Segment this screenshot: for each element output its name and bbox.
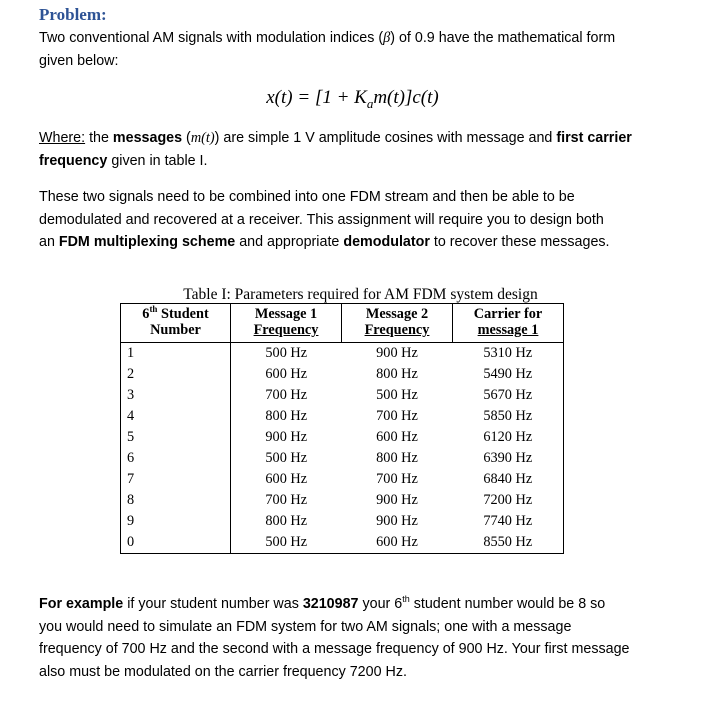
example-line-3: frequency of 700 Hz and the second with a message frequency of 900 Hz. Your first message xyxy=(39,641,630,657)
cell-msg2: 900 Hz xyxy=(376,492,418,508)
cell-carrier: 6120 Hz xyxy=(453,427,564,448)
where-bold-carrier: first carrier xyxy=(556,130,632,146)
cell-carrier: 7740 Hz xyxy=(453,511,564,532)
cell-student: 5 xyxy=(121,427,231,448)
intro-paragraph xyxy=(39,27,615,72)
cell-carrier: 6840 Hz xyxy=(453,469,564,490)
cell-msg1: 700 Hz xyxy=(265,492,308,508)
cell-msg2: 700 Hz xyxy=(376,471,418,487)
cell-carrier: 5850 Hz xyxy=(453,406,564,427)
table-row xyxy=(121,448,564,469)
header-message-2-line2: Frequency xyxy=(364,322,430,338)
cell-msg2: 600 Hz xyxy=(342,532,453,554)
where-paragraph xyxy=(39,127,632,172)
cell-msg2: 500 Hz xyxy=(376,387,418,403)
fdm-line-2: demodulated and recovered at a receiver. This assignment will require you to design both xyxy=(39,211,604,228)
cell-msg2: 800 Hz xyxy=(376,366,418,382)
where-mt: m(t) xyxy=(190,130,215,146)
fdm-line-3e: to recover these messages. xyxy=(429,234,610,250)
equation-part-2: m(t)]c(t) xyxy=(373,87,439,108)
table-row xyxy=(121,469,564,490)
cell-carrier: 5490 Hz xyxy=(453,364,564,385)
table-header-row xyxy=(121,304,564,343)
where-bold-messages: messages xyxy=(112,130,183,146)
cell-student: 0 xyxy=(121,532,231,554)
where-text-3: ) are simple 1 V amplitude cosines with message and xyxy=(214,130,557,146)
cell-msg1: 500 Hz xyxy=(265,450,308,466)
intro-text-3: given below: xyxy=(39,52,119,69)
example-text-3: student number would be 8 so xyxy=(409,596,606,612)
cell-msg2: 700 Hz xyxy=(376,408,418,424)
cell-msg1: 500 Hz xyxy=(231,532,342,554)
cell-msg1: 500 Hz xyxy=(231,343,342,365)
example-line-4: also must be modulated on the carrier frequency 7200 Hz. xyxy=(39,663,407,680)
intro-text-1: Two conventional AM signals with modulation indices ( xyxy=(39,30,384,46)
cell-student: 3 xyxy=(121,385,231,406)
where-text-2: ( xyxy=(182,130,191,146)
cell-carrier: 7200 Hz xyxy=(453,490,564,511)
fdm-paragraph xyxy=(39,186,610,254)
table-row xyxy=(121,490,564,511)
table-row xyxy=(121,511,564,532)
header-message-1-line1: Message 1 xyxy=(254,306,318,322)
cell-student: 2 xyxy=(121,364,231,385)
parameters-table xyxy=(120,303,564,554)
table-row xyxy=(121,385,564,406)
header-6: 6 xyxy=(142,306,150,322)
cell-carrier: 6390 Hz xyxy=(453,448,564,469)
equation-part-1: x(t) = [1 + K xyxy=(266,87,367,108)
example-sup: th xyxy=(402,594,410,605)
fdm-bold-scheme: FDM multiplexing scheme xyxy=(58,234,236,250)
table-caption: Table I: Parameters required for AM FDM system design xyxy=(183,286,538,303)
cell-msg1: 900 Hz xyxy=(265,429,308,445)
header-number: Number xyxy=(150,322,201,338)
cell-carrier: 5310 Hz xyxy=(453,343,564,365)
header-message-2 xyxy=(342,304,453,343)
example-line-2: you would need to simulate an FDM system for two AM signals; one with a message xyxy=(39,618,572,635)
cell-msg2: 800 Hz xyxy=(376,450,418,466)
table-row xyxy=(121,406,564,427)
table-row xyxy=(121,343,564,365)
cell-msg1: 800 Hz xyxy=(265,513,308,529)
am-equation xyxy=(0,86,705,112)
header-message-2-line1: Message 2 xyxy=(365,306,429,322)
table-row xyxy=(121,427,564,448)
where-text-4: given in table I. xyxy=(107,152,208,169)
header-carrier xyxy=(453,304,564,343)
example-paragraph xyxy=(39,593,630,683)
example-bold-label: For example xyxy=(39,596,124,612)
header-student: Student xyxy=(157,306,209,322)
header-message-1-line2: Frequency xyxy=(253,322,319,338)
cell-student: 6 xyxy=(121,448,231,469)
fdm-line-1: These two signals need to be combined into one FDM stream and then be able to be xyxy=(39,189,575,205)
cell-msg1: 700 Hz xyxy=(265,387,308,403)
where-bold-frequency: frequency xyxy=(39,152,108,169)
header-carrier-line2: message 1 xyxy=(477,322,539,338)
cell-student: 7 xyxy=(121,469,231,490)
where-label: Where: xyxy=(39,130,86,146)
cell-msg2: 900 Hz xyxy=(376,513,418,529)
header-message-1 xyxy=(231,304,342,343)
example-text-1: if your student number was xyxy=(123,596,303,612)
cell-student: 8 xyxy=(121,490,231,511)
header-student-number xyxy=(121,304,231,343)
cell-carrier: 5670 Hz xyxy=(453,385,564,406)
cell-student: 4 xyxy=(121,406,231,427)
equation-subscript: a xyxy=(366,95,374,111)
fdm-line-3c: and appropriate xyxy=(235,234,344,250)
beta-symbol: β xyxy=(383,30,391,46)
example-bold-number: 3210987 xyxy=(302,596,359,612)
header-carrier-line1: Carrier for xyxy=(473,306,543,322)
table-row xyxy=(121,364,564,385)
cell-carrier: 8550 Hz xyxy=(453,532,564,554)
cell-student: 1 xyxy=(121,343,231,365)
cell-student: 9 xyxy=(121,511,231,532)
cell-msg2: 600 Hz xyxy=(376,429,418,445)
cell-msg1: 600 Hz xyxy=(265,471,308,487)
problem-heading: Problem: xyxy=(39,5,107,24)
where-text-1: the xyxy=(85,130,113,146)
cell-msg1: 800 Hz xyxy=(265,408,308,424)
fdm-bold-demodulator: demodulator xyxy=(343,234,430,250)
intro-text-2: ) of 0.9 have the mathematical form xyxy=(390,30,616,46)
table-row xyxy=(121,532,564,554)
fdm-line-3a: an xyxy=(39,234,59,250)
header-th-sup: th xyxy=(149,304,158,315)
cell-msg2: 900 Hz xyxy=(342,343,453,365)
cell-msg1: 600 Hz xyxy=(265,366,308,382)
example-text-2: your 6 xyxy=(358,596,403,612)
